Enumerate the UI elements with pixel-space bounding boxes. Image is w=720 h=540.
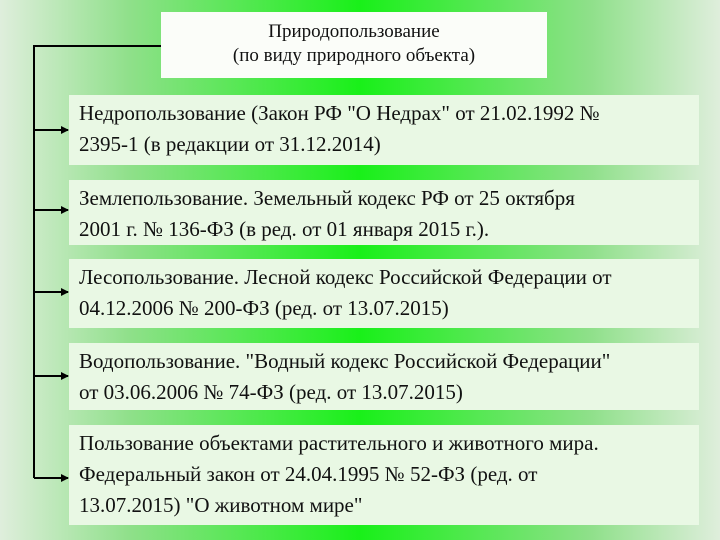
- item-text-line: Землепользование. Земельный кодекс РФ от 25 октября: [79, 186, 575, 210]
- root-node-subtitle: (по виду природного объекта): [232, 45, 476, 66]
- root-node-title: Природопользование: [268, 21, 440, 42]
- item-text-line: 2395-1 (в редакции от 31.12.2014): [79, 132, 381, 156]
- water-use-box: [69, 343, 699, 410]
- item-text-line: от 03.06.2006 № 74-ФЗ (ред. от 13.07.2015): [79, 380, 463, 404]
- item-text-line: 04.12.2006 № 200-ФЗ (ред. от 13.07.2015): [79, 296, 449, 320]
- flora-fauna-use-box: [69, 425, 699, 525]
- item-text-line: Федеральный закон от 24.04.1995 № 52-ФЗ (ред. от: [79, 462, 538, 486]
- item-text-line: Пользование объектами растительного и животного мира.: [79, 431, 599, 455]
- forest-use-box: [69, 259, 699, 328]
- item-text-line: Лесопользование. Лесной кодекс Российской Федерации от: [79, 265, 612, 289]
- subsoil-use-box: [69, 95, 699, 165]
- item-text-line: Водопользование. "Водный кодекс Российской Федерации": [79, 349, 611, 373]
- root-node-box: [161, 12, 547, 78]
- item-text-line: Недропользование (Закон РФ "О Недрах" от 21.02.1992 №: [79, 101, 600, 125]
- land-use-box: [69, 180, 699, 245]
- item-text-line: 2001 г. № 136-ФЗ (в ред. от 01 января 2015 г.).: [79, 217, 490, 241]
- item-text-line: 13.07.2015) "О животном мире": [79, 493, 363, 517]
